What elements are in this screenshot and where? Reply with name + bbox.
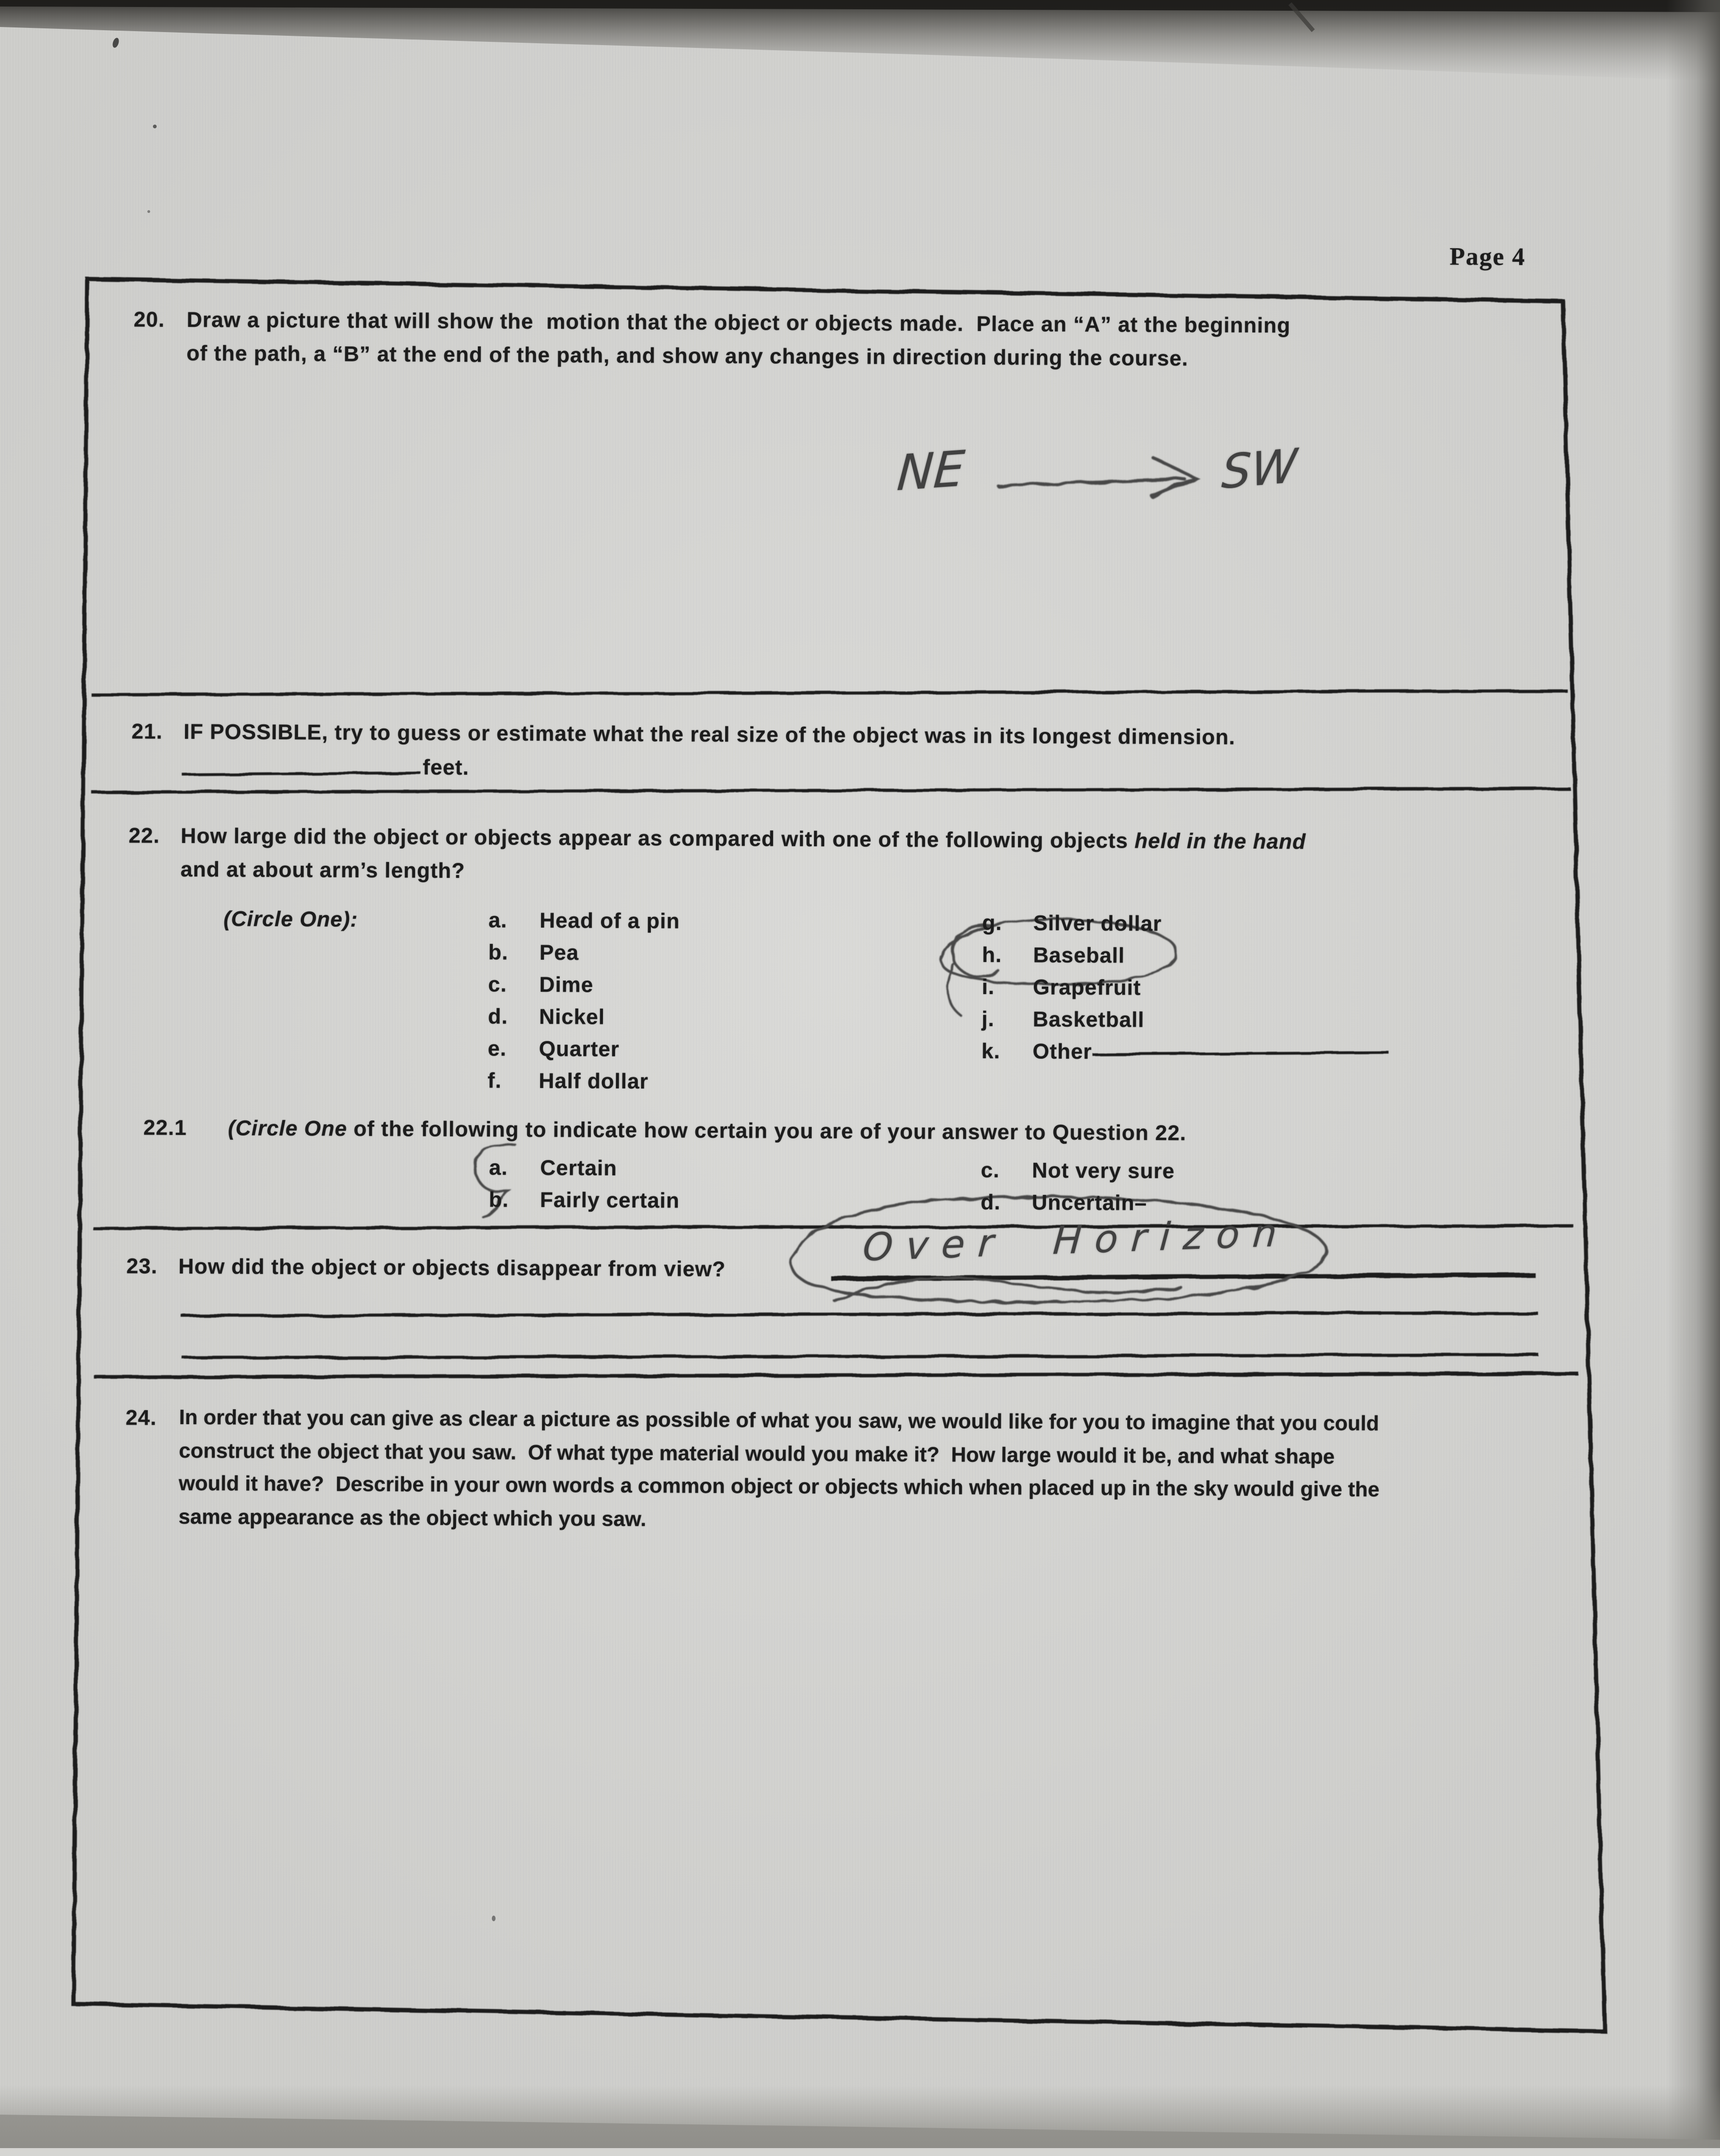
q22-1-option-a-label: Certain <box>540 1155 617 1180</box>
q22-1-option-d-label: Uncertain– <box>1032 1190 1147 1215</box>
q22-1-intro-rest: of the following to indicate how certain you are of your answer to Question 22. <box>347 1116 1187 1145</box>
q22-option-e-label: Quarter <box>539 1036 620 1061</box>
q22-1-option-a <box>489 1154 617 1180</box>
handwriting-q23-answer: Over Horizon <box>861 1210 1291 1270</box>
q23-number: 23. <box>126 1254 158 1278</box>
q22-1-option-a-letter: a. <box>489 1155 508 1180</box>
q22-option-e <box>488 1035 619 1061</box>
q22-option-c-letter: c. <box>488 972 507 996</box>
q22-option-c <box>488 971 594 997</box>
q22-option-b <box>488 939 579 965</box>
q22-option-h-letter: h. <box>982 942 1002 967</box>
q24-number: 24. <box>126 1405 157 1430</box>
q22-option-d-label: Nickel <box>539 1004 605 1029</box>
q22-option-k-letter: k. <box>981 1038 1000 1063</box>
page-number-label: Page 4 <box>1449 242 1526 271</box>
q22-option-h-label: Baseball <box>1033 942 1125 968</box>
q20-number: 20. <box>133 307 165 332</box>
q22-option-i-label: Grapefruit <box>1032 975 1141 1000</box>
q22-option-g-label: Silver dollar <box>1033 910 1162 936</box>
q22-option-g-letter: g. <box>982 910 1002 935</box>
q20-line2: of the path, a “B” at the end of the path, and show any changes in direction during the course. <box>186 341 1189 371</box>
q22-1-option-b-letter: b. <box>489 1187 509 1212</box>
q22-line1 <box>181 823 1306 854</box>
q24-line1: In order that you can give as clear a picture as possible of what you saw, we would like for you to imagine that you could <box>179 1405 1379 1435</box>
q22-option-g <box>982 910 1162 936</box>
q22-option-b-label: Pea <box>539 940 579 965</box>
q22-option-a <box>489 907 680 933</box>
q22-option-i-letter: i. <box>981 974 995 999</box>
q22-option-a-letter: a. <box>488 908 508 932</box>
q22-option-f-letter: f. <box>487 1068 502 1093</box>
q22-option-h <box>982 942 1125 968</box>
handwriting-direction-to: SW <box>1220 438 1299 500</box>
handwriting-direction-from: NE <box>895 440 967 502</box>
q22-option-b-letter: b. <box>488 940 509 964</box>
q22-1-option-d-letter: d. <box>980 1189 1001 1214</box>
q24-line3: would it have? Describe in your own words a common object or objects which when placed up in the sky would give the <box>179 1471 1380 1501</box>
q24-line2: construct the object that you saw. Of what type material would you make it? How large would it be, and what shape <box>179 1438 1335 1468</box>
q22-1-option-c-letter: c. <box>980 1157 1000 1182</box>
q22-option-c-label: Dime <box>539 972 594 997</box>
q22-line1-text: How large did the object or objects appear as compared with one of the following objects <box>180 823 1135 853</box>
q22-option-j <box>982 1006 1144 1032</box>
q22-option-i <box>982 974 1141 1000</box>
q22-option-f <box>488 1068 648 1094</box>
q22-1-option-c <box>981 1157 1175 1183</box>
q23-prompt: How did the object or objects disappear from view? <box>178 1254 726 1281</box>
q22-1-option-b <box>489 1187 680 1213</box>
q21-number: 21. <box>131 719 163 743</box>
q21-line1: IF POSSIBLE, try to guess or estimate what the real size of the object was in its longest dimension. <box>183 719 1236 749</box>
q22-line1-italic: held in the hand <box>1134 828 1306 854</box>
q22-option-j-label: Basketball <box>1032 1007 1144 1032</box>
q22-option-a-label: Head of a pin <box>539 908 680 933</box>
q22-option-d-letter: d. <box>488 1004 508 1028</box>
q22-1-number: 22.1 <box>143 1115 187 1140</box>
q22-option-f-label: Half dollar <box>538 1068 649 1094</box>
q22-option-k-label: Other <box>1032 1039 1092 1064</box>
q22-line2: and at about arm’s length? <box>180 856 465 883</box>
q22-number: 22. <box>128 823 160 848</box>
q22-option-d <box>488 1003 605 1029</box>
q22-1-option-b-label: Fairly certain <box>540 1187 680 1213</box>
q22-1-intro-italic: (Circle One <box>228 1115 347 1141</box>
q20-line1: Draw a picture that will show the motion that the object or objects made. Place an “A” at the beginning <box>186 307 1291 338</box>
q22-option-k <box>981 1038 1092 1064</box>
q22-1-intro <box>228 1115 1186 1145</box>
q21-feet-label: feet. <box>423 755 470 780</box>
q22-1-option-c-label: Not very sure <box>1032 1158 1175 1183</box>
q22-1-option-d <box>980 1189 1147 1215</box>
q22-circle-instruction: (Circle One): <box>223 906 358 931</box>
q22-option-e-letter: e. <box>488 1036 507 1061</box>
q24-line4: same appearance as the object which you saw. <box>178 1504 647 1531</box>
q22-option-j-letter: j. <box>981 1006 995 1031</box>
